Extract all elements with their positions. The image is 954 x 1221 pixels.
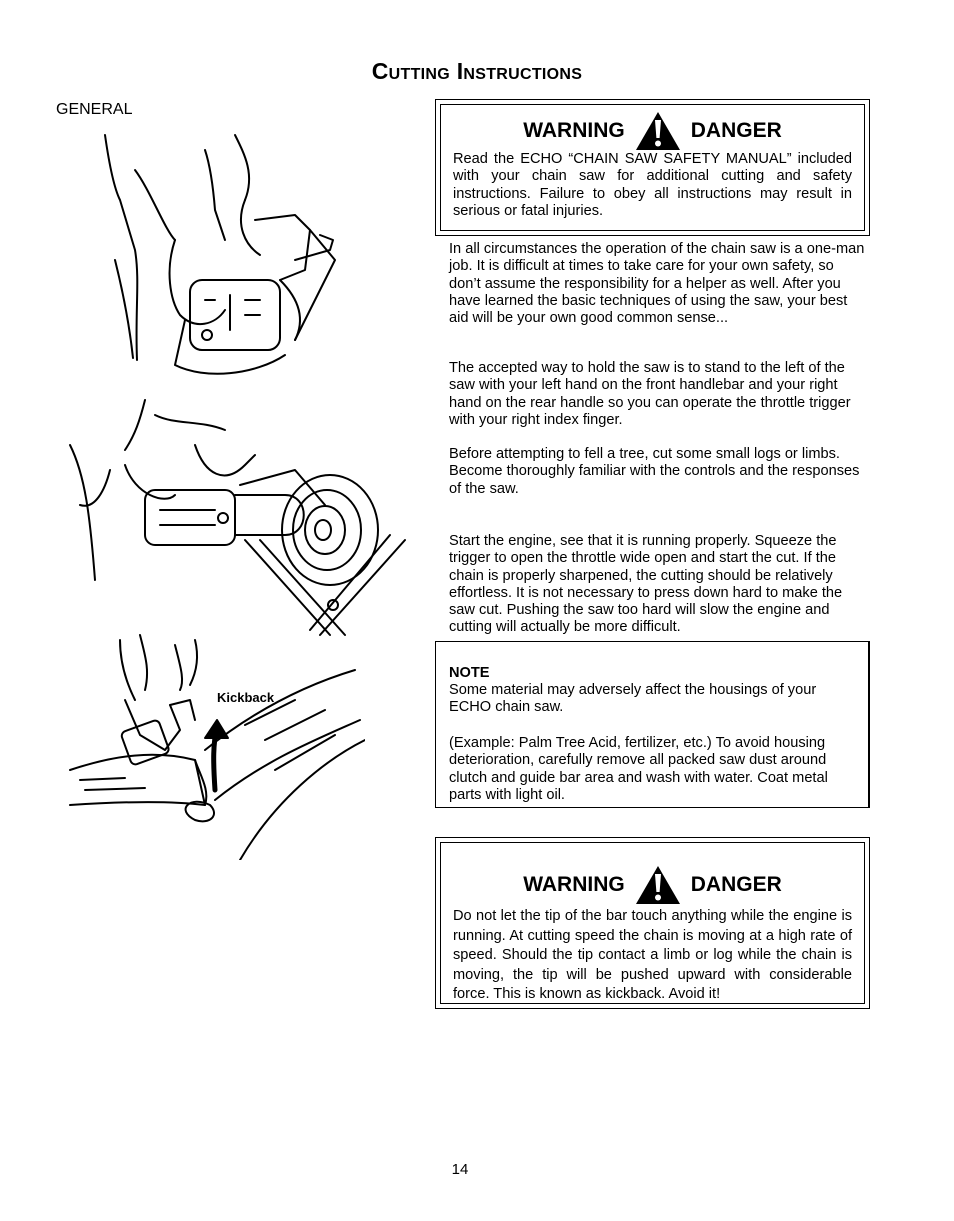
warning-word-1: WARNING [523,119,625,142]
log-cutting-illustration [65,395,410,640]
paragraph-one-man-job: In all circumstances the operation of the chain saw is a one-man job. It is difficult at times to take care for your own safety, so don’t assume the responsibility for a helper as well. After you have learned the basic techniques of using the saw, your best aid will be your own good common sense... [449,241,865,327]
warning-text-1: Read the ECHO “CHAIN SAW SAFETY MANUAL” included with your chain saw for additional cutting and safety instructions. Failure to obey all instructions may result in serious or fatal injuries. [453,151,852,220]
danger-word-1: DANGER [690,119,782,142]
warning-text-2: Do not let the tip of the bar touch anything while the engine is running. At cutting speed the chain is moving at a high rate of speed. Should the tip contact a limb or log while the chain is moving, the tip will be pushed upward with considerable force. This is known as kickback. Avoid it! [453,908,852,1002]
paragraph-holding-saw: The accepted way to hold the saw is to stand to the left of the saw with your left hand on the front handlebar and your right hand on the rear handle so you can operate the throttle trigger with your right index finger. [449,360,851,428]
exclamation-triangle-icon [635,111,681,151]
exclamation-triangle-icon [635,865,681,905]
chainsaw-grip-illustration [95,130,340,380]
warning-header-1 [441,111,864,151]
paragraph-practice: Before attempting to fell a tree, cut some small logs or limbs. Become thoroughly familiar with the controls and the responses of the saw. [449,446,860,497]
paragraph-start-engine: Start the engine, see that it is running properly. Squeeze the trigger to open the throttle wide open and start the cut. If the chain is properly sharpened, the cutting should be relatively effortless. It is not necessary to press down hard to make the saw cut. Pushing the saw too hard will slow the engine and cutting will actually be more difficult. [449,533,843,636]
warning-box-2 [435,837,870,1009]
warning-box-1 [435,99,870,236]
page-number: 14 [451,1161,469,1178]
note-title: NOTE [449,665,490,681]
note-box [435,641,870,808]
note-text-2: (Example: Palm Tree Acid, fertilizer, etc.) To avoid housing deterioration, carefully remove all packed saw dust around clutch and guide bar area and wash with water. Coat metal parts with light oil. [449,735,828,803]
warning-word-2: WARNING [523,873,625,896]
note-text-1: Some material may adversely affect the housings of your ECHO chain saw. [449,682,817,716]
warning-header-2 [441,865,864,905]
page-title: Cutting Instructions [371,58,583,84]
kickback-illustration [65,630,365,860]
danger-word-2: DANGER [690,873,782,896]
warning-box-2-inner [440,842,865,1004]
warning-box-1-inner [440,104,865,231]
kickback-label: Kickback [217,690,275,705]
section-heading: GENERAL [56,101,133,118]
